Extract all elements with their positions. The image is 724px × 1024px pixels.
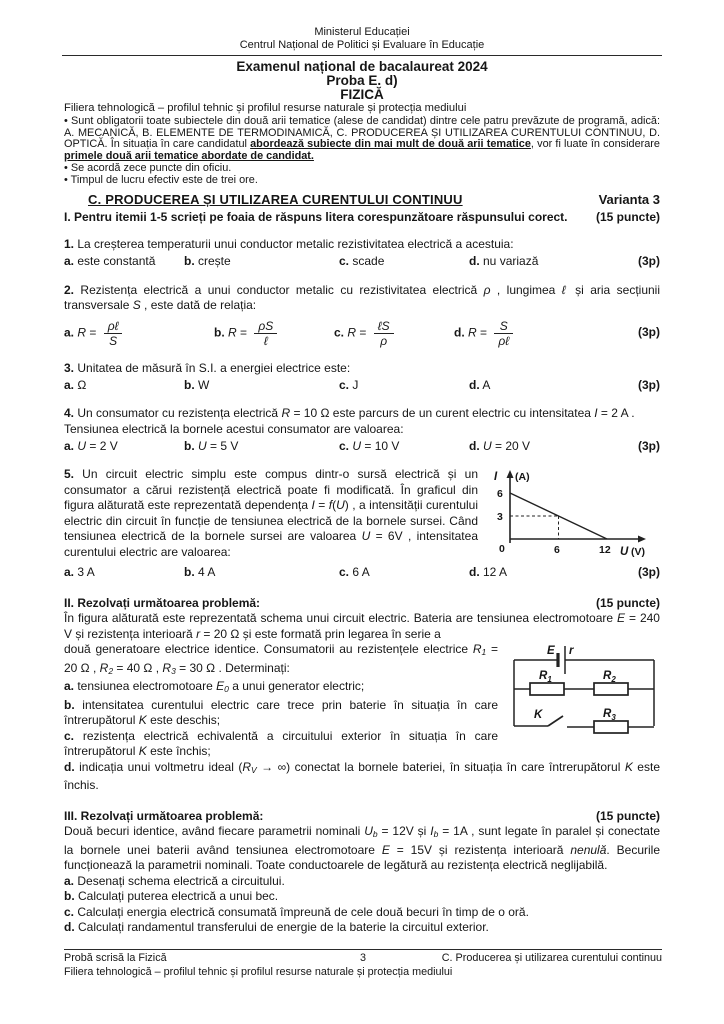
circuit-diagram <box>508 644 660 742</box>
equals-sign: = <box>476 325 491 340</box>
points-badge: (3p) <box>638 254 660 269</box>
exam-subject: FIZICĂ <box>340 87 384 102</box>
page-footer <box>64 949 662 979</box>
option-b <box>184 378 339 394</box>
question-5-options <box>64 565 660 581</box>
fraction <box>374 319 394 348</box>
option-text: U = 5 V <box>198 438 239 453</box>
rules-bullet-3: • Timpul de lucru efectiv este de trei ore. <box>64 173 258 186</box>
option-letter: d. <box>454 325 465 340</box>
iv-graph <box>486 467 660 563</box>
option-letter: a. <box>64 377 75 392</box>
equals-sign: = <box>356 325 370 340</box>
part-2-item-a: a. tensiunea electromotoare E0 a unui generator electric; <box>64 679 365 695</box>
option-letter: d. <box>469 565 480 580</box>
option-letter: b. <box>184 377 195 392</box>
question-5 <box>64 467 660 581</box>
x-tick-6: 6 <box>554 544 560 557</box>
part-3-points: (15 puncte) <box>595 808 660 823</box>
option-letter: d. <box>469 254 480 269</box>
part-3-title: III. Rezolvați următoarea problemă: <box>64 808 264 823</box>
question-1 <box>64 237 660 270</box>
fraction-denominator: ρℓ <box>498 333 510 348</box>
header-divider <box>62 55 662 56</box>
option-c <box>339 378 469 394</box>
y-tick-6: 6 <box>497 488 503 501</box>
footer-row-1 <box>64 952 662 966</box>
switch-blade <box>548 716 563 726</box>
question-4-text-line1: 4. Un consumator cu rezistența electrică R = 10 Ω este parcurs de un curent electric cu intensitatea I = 2 A . <box>64 406 635 421</box>
battery-emf-label: E <box>547 645 555 658</box>
option-d <box>469 439 638 455</box>
part-3-item-c: c. Calculați energia electrică consumată împreună de cele două becuri în timp de o oră. <box>64 904 529 919</box>
exam-proba: Proba E. d) <box>326 73 398 88</box>
option-a <box>64 565 184 581</box>
formula-var: R <box>347 325 357 340</box>
question-3 <box>64 361 660 394</box>
part1-header <box>64 210 660 224</box>
question-3-text: 3. Unitatea de măsură în S.I. a energiei electrice este: <box>64 360 351 375</box>
question-4-text-line2: Tensiunea electrică la bornele acestui consumator are valoarea: <box>64 421 404 436</box>
points-badge: (3p) <box>638 377 660 392</box>
formula-var: R <box>468 325 477 340</box>
question-2-text: 2. Rezistența electrică a unui conductor metalic cu rezistivitatea electrică ρ , lungimea ℓ și aria secțiunii transversale S , este dată de relația: <box>64 282 660 313</box>
resistor-r2-box <box>594 683 628 695</box>
part-2-item-d: d. indicația unui voltmetru ideal (RV → ∞) conectat la bornele bateriei, în situația în care întrerupătorul K este închis. <box>64 759 660 793</box>
option-text: 12 A <box>479 565 508 580</box>
fraction <box>254 319 277 348</box>
x-tick-12: 12 <box>599 544 611 557</box>
option-d <box>469 565 638 581</box>
option-letter: b. <box>184 254 195 269</box>
option-d <box>469 254 638 270</box>
option-text: 6 A <box>349 565 370 580</box>
question-4-options <box>64 439 660 455</box>
fraction-denominator: ℓ <box>263 333 268 348</box>
points-badge: (3p) <box>638 325 660 340</box>
fraction-denominator: ρ <box>380 333 388 348</box>
part-3 <box>64 809 660 936</box>
option-d <box>469 378 638 394</box>
option-text: U = 10 V <box>352 438 400 453</box>
equals-sign: = <box>236 325 251 340</box>
part1-instruction: I. Pentru itemii 1-5 scrieți pe foaia de răspuns litera corespunzătoare răspunsului corect. <box>64 210 568 225</box>
question-5-text: 5. Un circuit electric simplu este compus dintr-o sursă electrică și un consumator a cărui rezistență electrică poate fi modificată. În graficul din figura alăturată este reprezentată dependența I = f(U) , a intensității curentului electric din circuit în funcție de tensiunea electrică de la bornele sursei. Când tensiunea electrică de la bornele sursei are valoarea U = 6V , intensitatea curentului electric are valoarea: <box>64 467 478 559</box>
option-b <box>184 254 339 270</box>
part-3-item-a: a. Desenați schema electrică a circuitului. <box>64 873 285 888</box>
rules-bullet-1: • Sunt obligatorii toate subiectele din două arii tematice (alese de candidat) dintre cele patru prevăzute de programă, adică: A. MECANICĂ, B. ELEMENTE DE TERMODINAMICĂ, C. PRODUCEREA ȘI UTILIZAREA CURENTULUI CONTINUU, D. OPTICĂ. În situația în care candidatul abordează subiecte din mai mult de două arii tematice, vor fi luate în considerare primele două arii tematice abordate de candidat. <box>64 115 660 163</box>
part-3-header <box>64 809 660 825</box>
option-letter: b. <box>184 438 195 453</box>
footer-section-name: C. Producerea și utilizarea curentului continuu <box>441 952 663 964</box>
section-c-title: C. PRODUCEREA ȘI UTILIZAREA CURENTULUI CONTINUU <box>88 192 463 208</box>
option-a <box>64 439 184 455</box>
fraction <box>104 319 123 348</box>
formula-var: R <box>228 325 237 340</box>
x-axis-arrow <box>638 536 646 543</box>
option-text: J <box>349 377 359 392</box>
part1-points: (15 puncte) <box>595 210 660 225</box>
option-b <box>184 439 339 455</box>
option-c <box>334 319 454 348</box>
x-axis-label: U <box>620 546 629 559</box>
option-text: U = 20 V <box>483 438 531 453</box>
option-text: A <box>479 377 491 392</box>
option-a <box>64 319 214 348</box>
y-tick-3: 3 <box>497 511 503 524</box>
part-3-item-b: b. Calculați puterea electrică a unui bec. <box>64 889 279 904</box>
option-letter: b. <box>184 565 195 580</box>
option-text: Ω <box>74 377 87 392</box>
origin-label: 0 <box>499 543 505 556</box>
question-4 <box>64 406 660 454</box>
option-letter: d. <box>469 377 480 392</box>
part-2-points: (15 puncte) <box>595 595 660 610</box>
part-2 <box>64 596 660 794</box>
fraction-numerator: S <box>494 319 513 334</box>
footer-row-2: Filiera tehnologică – profilul tehnic și profilul resurse naturale și protecția mediului <box>64 965 453 978</box>
resistor-r1-box <box>530 683 564 695</box>
part-2-title: II. Rezolvați următoarea problemă: <box>64 595 261 610</box>
option-text: scade <box>349 254 385 269</box>
option-letter: a. <box>64 565 75 580</box>
option-letter: c. <box>339 377 350 392</box>
question-3-options <box>64 378 660 394</box>
option-c <box>339 565 469 581</box>
option-text: 3 A <box>74 565 95 580</box>
option-letter: a. <box>64 254 75 269</box>
option-letter: d. <box>469 438 480 453</box>
exam-rules <box>64 116 660 186</box>
part-2-item-c: c. rezistența electrică echivalentă a circuitului exterior în situația în care întrerupătorul K este închis; <box>64 728 498 759</box>
option-b <box>214 319 334 348</box>
resistor-r3-box <box>594 721 628 733</box>
formula-var: R <box>77 325 87 340</box>
part-2-paragraph-1: În figura alăturată este reprezentată schema unui circuit electric. Bateria are tensiunea electromotoare E = 240 V și rezistența interioară r = 20 Ω și este formată prin legarea în serie a <box>64 611 660 641</box>
part-2-item-b: b. intensitatea curentului electric care trece prin baterie în situația în care întrerupătorul K este deschis; <box>64 697 498 728</box>
resistor-r2-label: $R_2$ <box>603 670 616 685</box>
equals-sign: = <box>86 325 100 340</box>
y-axis-arrow <box>507 470 514 478</box>
ministry-line: Ministerul Educației <box>314 26 410 38</box>
section-c-header <box>64 192 660 207</box>
option-d <box>454 319 638 348</box>
option-letter: c. <box>339 438 350 453</box>
battery-internal-resistance-label: r <box>569 645 574 658</box>
x-axis-unit: (V) <box>631 546 645 559</box>
question-1-text: 1. La creșterea temperaturii unui conductor metalic rezistivitatea electrică a acestuia: <box>64 237 514 252</box>
resistor-r3-label: $R_3$ <box>603 708 616 723</box>
option-c <box>339 439 469 455</box>
option-text: U = 2 V <box>77 438 118 453</box>
part-2-body <box>64 642 660 794</box>
option-letter: b. <box>214 325 225 340</box>
question-2 <box>64 283 660 348</box>
question-1-options <box>64 254 660 270</box>
option-text: 4 A <box>194 565 216 580</box>
points-badge: (3p) <box>638 438 660 453</box>
page-header <box>64 26 660 115</box>
part-2-paragraph-2: două generatoare electrice identice. Consumatorii au rezistențele electrice R1 = 20 Ω , R2 = 40 Ω , R3 = 30 Ω . Determinați: <box>64 642 499 676</box>
footer-page-number: 3 <box>360 952 367 964</box>
y-axis-unit: (A) <box>515 471 530 484</box>
switch-k-label: K <box>534 709 543 722</box>
option-letter: c. <box>339 565 350 580</box>
option-text: este constantă <box>74 254 156 269</box>
part-2-header <box>64 596 660 612</box>
exam-title: Examenul național de bacalaureat 2024 <box>236 59 488 74</box>
option-letter: a. <box>64 438 75 453</box>
part-3-paragraph: Două becuri identice, având fiecare parametrii nominali Ub = 12V și Ib = 1A , sunt legate în paralel și conectate la bornele unei baterii având tensiunea electromotoare E = 15V și rezistența interioară nenulă. Becurile funcționează la parametrii nominali. Toate conductoarele de legătură au rezistența electrică neglijabilă. <box>64 824 660 873</box>
option-a <box>64 378 184 394</box>
option-b <box>184 565 339 581</box>
resistor-r1-label: $R_1$ <box>539 670 552 685</box>
fraction-denominator: S <box>109 333 118 348</box>
center-line: Centrul Național de Politici și Evaluare în Educație <box>239 39 485 51</box>
question-2-options <box>64 319 660 348</box>
option-text: crește <box>194 254 231 269</box>
fraction-numerator: ρℓ <box>104 319 123 334</box>
fraction-numerator: ℓS <box>374 319 394 334</box>
option-text: nu variază <box>479 254 539 269</box>
footer-exam-name: Probă scrisă la Fizică <box>64 952 167 964</box>
y-axis-label: I <box>494 471 498 484</box>
option-text: W <box>194 377 210 392</box>
rules-bullet-2: • Se acordă zece puncte din oficiu. <box>64 161 232 174</box>
option-letter: c. <box>339 254 350 269</box>
variant-label: Varianta 3 <box>598 192 660 208</box>
points-badge: (3p) <box>638 565 660 580</box>
filiera-line: Filiera tehnologică – profilul tehnic și profilul resurse naturale și protecția mediului <box>64 102 467 114</box>
option-a <box>64 254 184 270</box>
fraction-numerator: ρS <box>254 319 277 334</box>
option-letter: c. <box>334 325 345 340</box>
option-letter: a. <box>64 325 75 340</box>
option-c <box>339 254 469 270</box>
part-3-item-d: d. Calculați randamentul transferului de energie de la baterie la circuitul exterior. <box>64 920 489 935</box>
fraction <box>494 319 513 348</box>
